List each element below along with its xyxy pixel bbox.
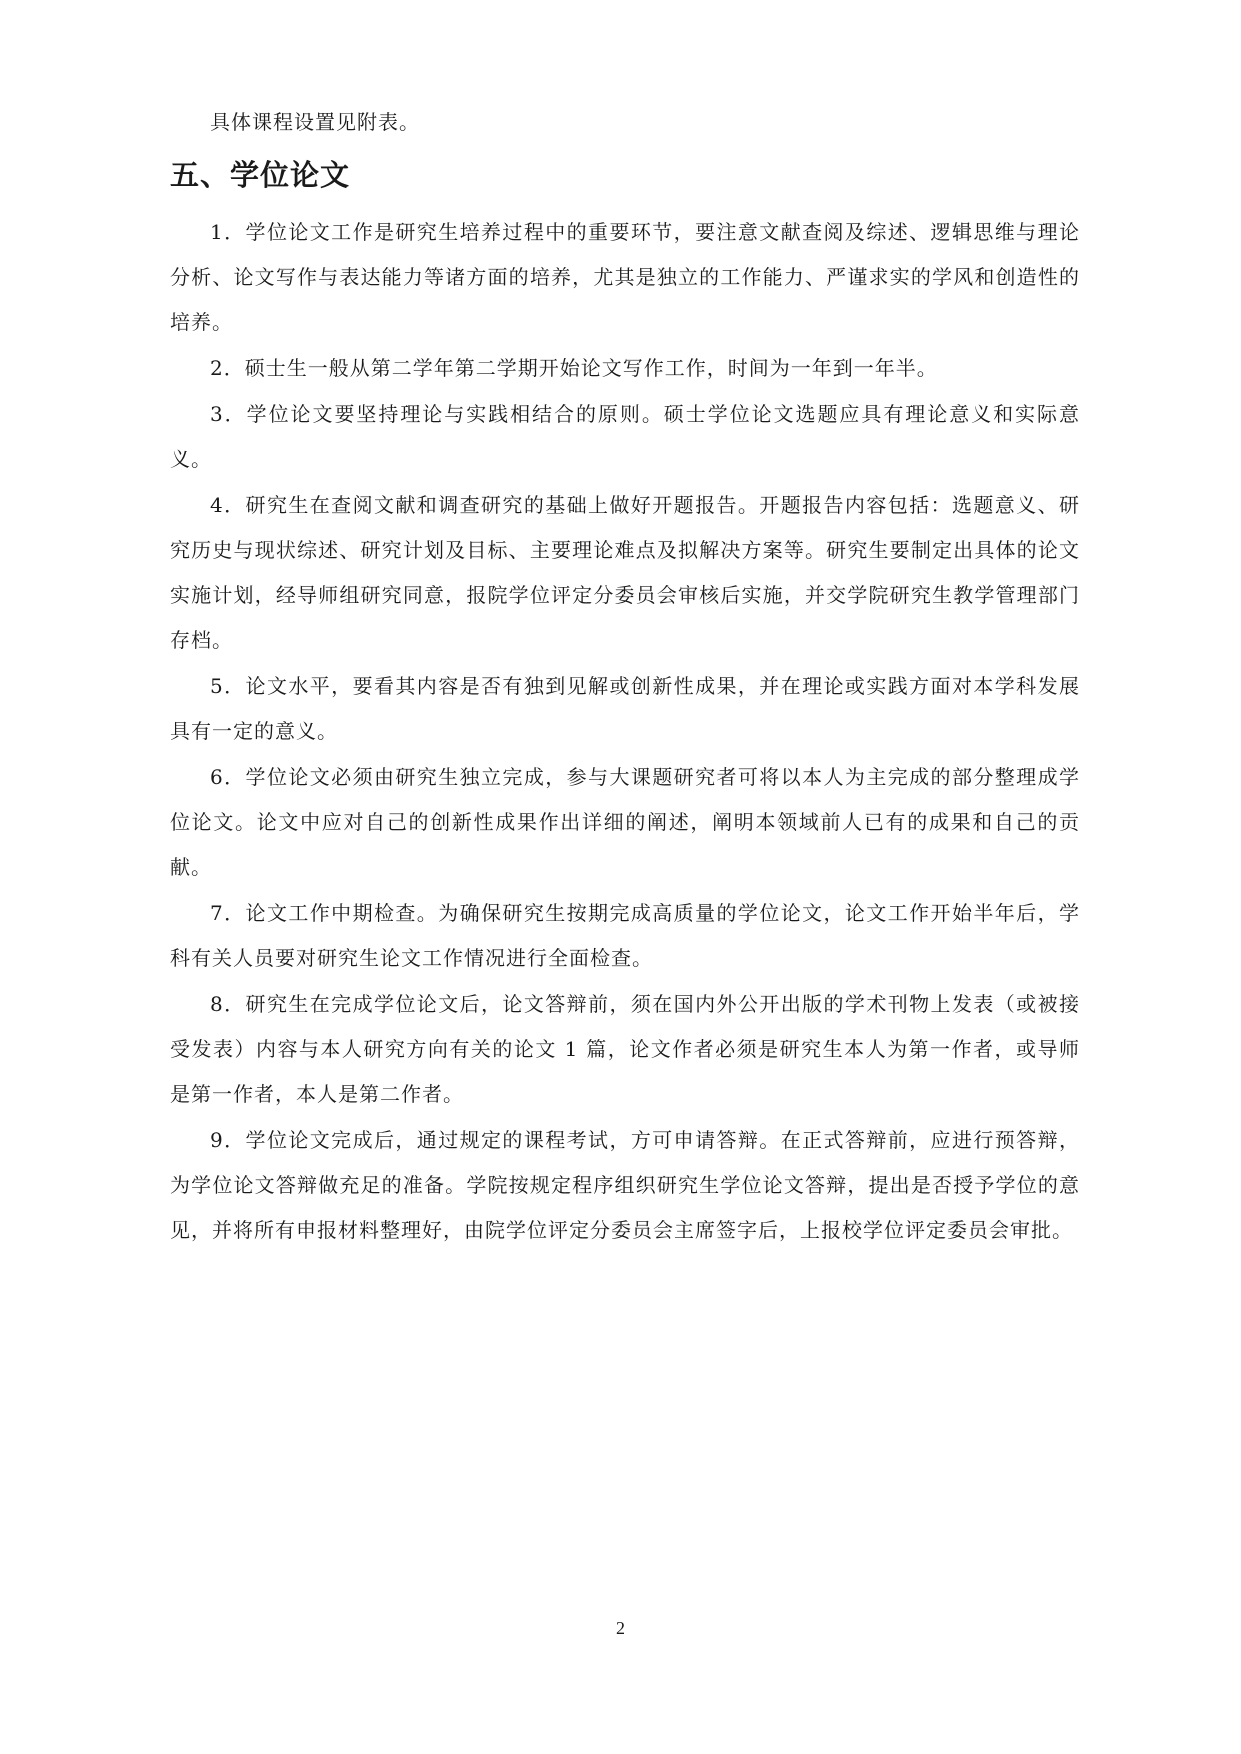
page-content <box>170 100 1080 1254</box>
paragraph-7: 7．论文工作中期检查。为确保研究生按期完成高质量的学位论文，论文工作开始半年后，学科有关人员要对研究生论文工作情况进行全面检查。 <box>170 901 1080 970</box>
paragraph-5: 5．论文水平，要看其内容是否有独到见解或创新性成果，并在理论或实践方面对本学科发展具有一定的意义。 <box>170 674 1080 743</box>
paragraph-2: 2．硕士生一般从第二学年第二学期开始论文写作工作，时间为一年到一年半。 <box>210 356 938 380</box>
page-number: 2 <box>616 1618 625 1638</box>
paragraph-1: 1．学位论文工作是研究生培养过程中的重要环节，要注意文献查阅及综述、逻辑思维与理论分析、论文写作与表达能力等诸方面的培养，尤其是独立的工作能力、严谨求实的学风和创造性的培养。 <box>170 220 1080 334</box>
intro-line: 具体课程设置见附表。 <box>210 110 420 134</box>
paragraph-8: 8．研究生在完成学位论文后，论文答辩前，须在国内外公开出版的学术刊物上发表（或被接受发表）内容与本人研究方向有关的论文 1 篇，论文作者必须是研究生本人为第一作者，或导师是第一作者，本人是第二作者。 <box>170 992 1080 1106</box>
paragraph-6: 6．学位论文必须由研究生独立完成，参与大课题研究者可将以本人为主完成的部分整理成学位论文。论文中应对自己的创新性成果作出详细的阐述，阐明本领域前人已有的成果和自己的贡献。 <box>170 765 1080 879</box>
paragraph-9: 9．学位论文完成后，通过规定的课程考试，方可申请答辩。在正式答辩前，应进行预答辩，为学位论文答辩做充足的准备。学院按规定程序组织研究生学位论文答辩，提出是否授予学位的意见，并将所有申报材料整理好，由院学位评定分委员会主席签字后，上报校学位评定委员会审批。 <box>170 1128 1080 1242</box>
paragraph-3: 3．学位论文要坚持理论与实践相结合的原则。硕士学位论文选题应具有理论意义和实际意义。 <box>170 402 1080 471</box>
paragraph-4: 4．研究生在查阅文献和调查研究的基础上做好开题报告。开题报告内容包括：选题意义、研究历史与现状综述、研究计划及目标、主要理论难点及拟解决方案等。研究生要制定出具体的论文实施计划，经导师组研究同意，报院学位评定分委员会审核后实施，并交学院研究生教学管理部门存档。 <box>170 493 1080 652</box>
section-heading: 五、学位论文 <box>170 158 351 192</box>
